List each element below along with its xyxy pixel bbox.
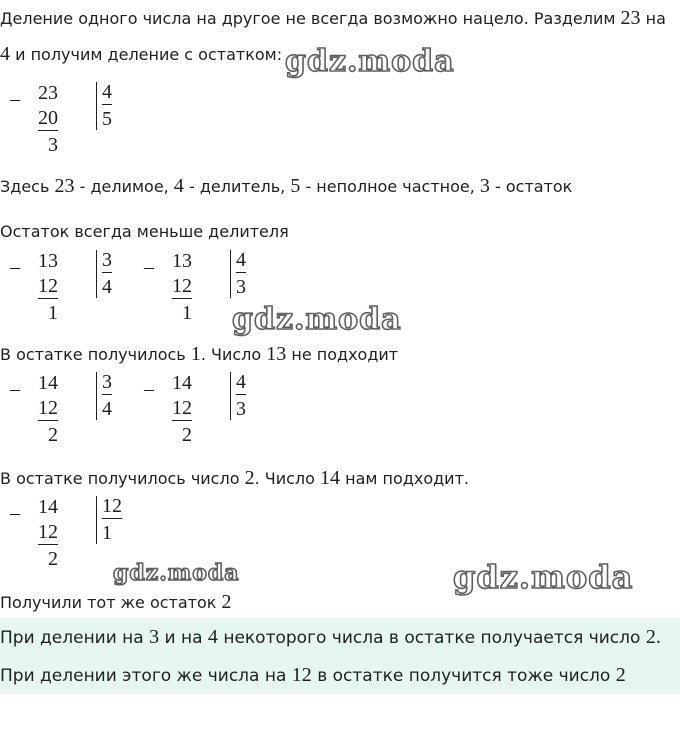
same-remainder-text: Получили тот же остаток [0, 593, 217, 612]
same-remainder-number: 2 [221, 591, 232, 613]
minus-sign: – [10, 378, 20, 400]
divisor: 3 [102, 371, 112, 393]
answer-1-text-3: некоторого числа в остатке получается число [223, 628, 641, 648]
explain-number-3: 5 [290, 175, 301, 197]
explain-number-1: 23 [54, 175, 75, 197]
answer-2-number-2: 2 [615, 664, 626, 686]
division-bar [96, 82, 97, 130]
watermark-logo: gdz.moda [232, 302, 402, 337]
divisor: 4 [236, 371, 246, 393]
divisor: 4 [236, 249, 246, 271]
remainder: 2 [48, 548, 58, 570]
subtrahend: 12 [38, 397, 58, 419]
explain-text-3: - делитель, [188, 177, 286, 196]
watermark-logo: gdz.moda [113, 560, 240, 586]
remainder: 2 [182, 424, 192, 446]
minus-sign: – [144, 256, 154, 278]
minus-sign: – [10, 502, 20, 524]
answer-2-text-1: При делении этого же числа на [0, 666, 287, 686]
result-13-line [0, 344, 398, 365]
watermark-logo: gdz.moda [453, 558, 634, 596]
explain-text-2: - делимое, [79, 177, 169, 196]
dividend: 13 [38, 250, 58, 272]
answer-line-1 [0, 626, 661, 649]
intro-number-4: 4 [0, 43, 10, 65]
remainder: 3 [48, 134, 58, 156]
same-remainder-line [0, 592, 232, 613]
answer-2-number-1: 12 [291, 664, 312, 686]
result-14-number-2: 14 [320, 467, 341, 489]
quotient: 1 [102, 522, 112, 544]
result-14-line [0, 468, 469, 489]
intro-text-1-end: на [645, 9, 666, 28]
divisor: 12 [102, 495, 122, 517]
subtrahend: 12 [172, 397, 192, 419]
quotient: 3 [236, 398, 246, 420]
divisor: 3 [102, 249, 112, 271]
answer-1-text-2: и на [164, 628, 203, 648]
result-13-number-2: 13 [266, 343, 287, 365]
minus-sign: – [10, 88, 20, 110]
subtrahend: 12 [38, 521, 58, 543]
division-bar [96, 250, 97, 298]
dividend: 14 [38, 496, 58, 518]
dividend: 13 [172, 250, 192, 272]
result-13-number-1: 1 [190, 343, 201, 365]
subtrahend: 12 [172, 275, 192, 297]
answer-2-text-2: в остатке получится тоже число [317, 666, 611, 686]
quotient: 3 [236, 276, 246, 298]
intro-line-1 [0, 8, 666, 29]
watermark-logo: gdz.moda [285, 44, 455, 79]
subtrahend: 20 [38, 107, 58, 129]
answer-1-number-1: 3 [149, 626, 160, 648]
answer-1-text-1: При делении на [0, 628, 144, 648]
subtrahend: 12 [38, 275, 58, 297]
answer-line-2 [0, 664, 626, 687]
intro-text-1: Деление одного числа на другое не всегда возможно нацело. Разделим [0, 9, 616, 28]
explain-text-1: Здесь [0, 177, 50, 196]
result-14-number-1: 2 [244, 467, 255, 489]
explain-number-2: 4 [173, 175, 184, 197]
intro-text-2: и получим деление с остатком: [15, 45, 283, 64]
rule-text: Остаток всегда меньше делителя [0, 222, 289, 241]
division-bar [96, 496, 97, 544]
division-bar [96, 372, 97, 420]
intro-number-23: 23 [620, 7, 641, 29]
remainder: 2 [48, 424, 58, 446]
explain-text-5: - остаток [495, 177, 573, 196]
remainder: 1 [48, 302, 58, 324]
result-13-text-2: . Число [200, 345, 262, 364]
dividend: 23 [38, 82, 58, 104]
explain-number-4: 3 [479, 175, 490, 197]
explain-text-4: - неполное частное, [305, 177, 475, 196]
answer-1-number-3: 2. [645, 626, 661, 648]
quotient: 5 [102, 108, 112, 130]
minus-sign: – [144, 378, 154, 400]
remainder: 1 [182, 302, 192, 324]
result-13-text-3: не подходит [291, 345, 399, 364]
dividend: 14 [172, 372, 192, 394]
intro-line-2 [0, 44, 282, 65]
division-bar [230, 372, 231, 420]
minus-sign: – [10, 256, 20, 278]
result-14-text-2: . Число [254, 469, 315, 488]
dividend: 14 [38, 372, 58, 394]
divisor: 4 [102, 81, 112, 103]
result-13-text-1: В остатке получилось [0, 345, 186, 364]
answer-1-number-2: 4 [207, 626, 218, 648]
division-bar [230, 250, 231, 298]
quotient: 4 [102, 398, 112, 420]
result-14-text-1: В остатке получилось число [0, 469, 240, 488]
quotient: 4 [102, 276, 112, 298]
explanation-line [0, 176, 572, 197]
result-14-text-3: нам подходит. [345, 469, 469, 488]
